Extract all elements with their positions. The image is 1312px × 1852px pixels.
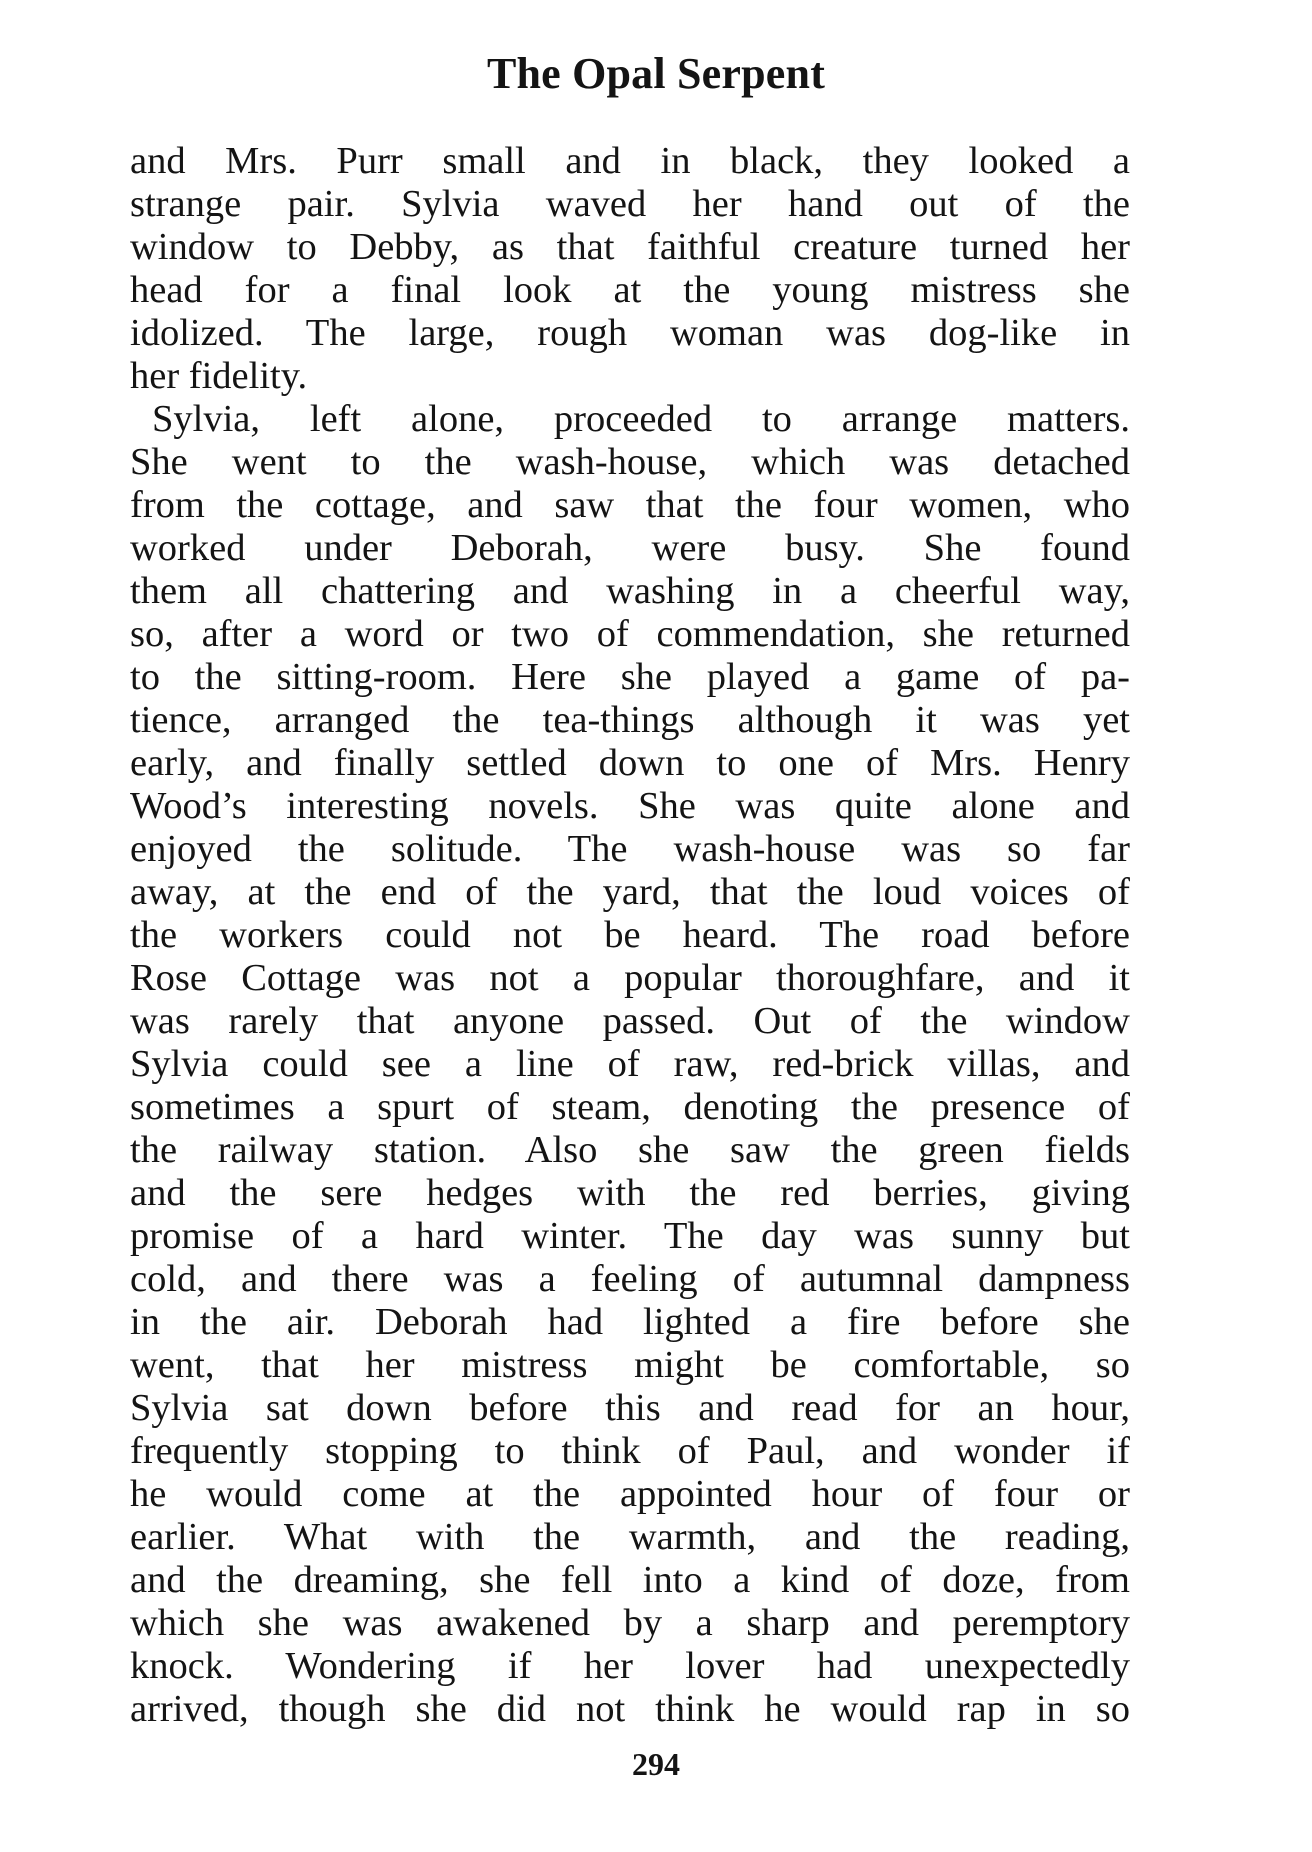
text-line: worked under Deborah, were busy. She found bbox=[130, 527, 1130, 569]
text-line: away, at the end of the yard, that the loud voices of bbox=[130, 871, 1130, 913]
text-line: Rose Cottage was not a popular thoroughfare, and it bbox=[130, 957, 1130, 999]
text-line: arrived, though she did not think he would rap in so bbox=[130, 1688, 1130, 1730]
text-line: knock. Wondering if her lover had unexpectedly bbox=[130, 1645, 1130, 1687]
text-line: Sylvia, left alone, proceeded to arrange matters. bbox=[152, 398, 1130, 440]
text-line: them all chattering and washing in a cheerful way, bbox=[130, 570, 1130, 612]
body-text bbox=[130, 140, 1130, 1731]
text-line: the workers could not be heard. The road before bbox=[130, 914, 1130, 956]
text-line: head for a final look at the young mistress she bbox=[130, 269, 1130, 311]
text-line: Sylvia could see a line of raw, red-brick villas, and bbox=[130, 1043, 1130, 1085]
running-head-title: The Opal Serpent bbox=[486, 49, 826, 98]
text-line: from the cottage, and saw that the four women, who bbox=[130, 484, 1130, 526]
text-line: so, after a word or two of commendation, she returned bbox=[130, 613, 1130, 655]
text-line: the railway station. Also she saw the green fields bbox=[130, 1129, 1130, 1171]
text-line: sometimes a spurt of steam, denoting the presence of bbox=[130, 1086, 1130, 1128]
text-line: her fidelity. bbox=[130, 355, 308, 397]
text-line: strange pair. Sylvia waved her hand out of the bbox=[130, 183, 1130, 225]
text-line: in the air. Deborah had lighted a fire before she bbox=[130, 1301, 1130, 1343]
text-line: early, and finally settled down to one of Mrs. Henry bbox=[130, 742, 1130, 784]
text-line: which she was awakened by a sharp and peremptory bbox=[130, 1602, 1130, 1644]
text-line: he would come at the appointed hour of four or bbox=[130, 1473, 1130, 1515]
text-line: and the sere hedges with the red berries, giving bbox=[130, 1172, 1130, 1214]
text-line: and the dreaming, she fell into a kind of doze, from bbox=[130, 1559, 1130, 1601]
text-line: was rarely that anyone passed. Out of the window bbox=[130, 1000, 1130, 1042]
text-line: and Mrs. Purr small and in black, they looked a bbox=[130, 140, 1130, 182]
text-line: promise of a hard winter. The day was sunny but bbox=[130, 1215, 1130, 1257]
text-line: idolized. The large, rough woman was dog-like in bbox=[130, 312, 1130, 354]
text-line: enjoyed the solitude. The wash-house was so far bbox=[130, 828, 1130, 870]
text-line: window to Debby, as that faithful creature turned her bbox=[130, 226, 1130, 268]
text-line: to the sitting-room. Here she played a game of pa- bbox=[130, 656, 1130, 698]
text-line: went, that her mistress might be comfortable, so bbox=[130, 1344, 1130, 1386]
text-line: tience, arranged the tea-things although it was yet bbox=[130, 699, 1130, 741]
text-line: cold, and there was a feeling of autumnal dampness bbox=[130, 1258, 1130, 1300]
text-line: Wood’s interesting novels. She was quite alone and bbox=[130, 785, 1130, 827]
text-line: earlier. What with the warmth, and the reading, bbox=[130, 1516, 1130, 1558]
page-number: 294 bbox=[632, 1746, 680, 1782]
text-line: She went to the wash-house, which was detached bbox=[130, 441, 1130, 483]
text-line: frequently stopping to think of Paul, and wonder if bbox=[130, 1430, 1130, 1472]
text-line: Sylvia sat down before this and read for an hour, bbox=[130, 1387, 1130, 1429]
